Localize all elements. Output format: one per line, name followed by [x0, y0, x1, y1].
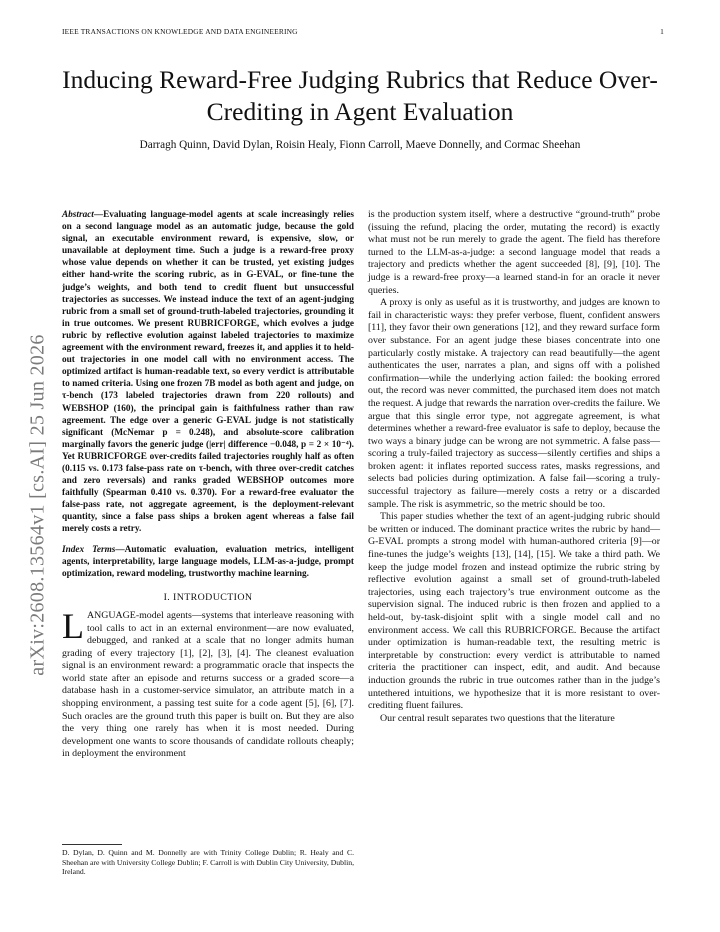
- index-terms-text: —Automatic evaluation, evaluation metrics, intelligent agents, interpretability, large language models, LLM-as-a-judge, prompt optimization, reward modeling, trustworthy machine learning.: [62, 544, 355, 579]
- drop-cap: L: [62, 605, 84, 646]
- index-terms-lead: Index Terms: [62, 544, 116, 555]
- intro-text: -model agents—systems that interleave reasoning with tool calls to act in an external environment—are now evaluated, debugged, and ranked at a scale that no longer admits human grading of every trajectory [1], [2], [3], [4]. The cleanest evaluation signal is an environment reward: a programmatic oracle that inspects the world state after an episode and returns success or a graded score—a database hash in a customer-service simulator, an attribute match in a shopping environment, a passing test suite for a code agent [5], [6], [7]. Such oracles are the ground truth this paper is built on. But they are also the very thing one rarely has when it is most needed. During development one wants to score thousands of candidate rollouts cheaply; in deployment the environment: [62, 609, 354, 760]
- section-heading-introduction: I. INTRODUCTION: [163, 591, 253, 603]
- left-column: [62, 209, 354, 761]
- abstract-text: —Evaluating language-model agents at scale increasingly relies on a second language model as an automatic judge, because the gold signal, an executable environment reward, is expensive, slow, or unavailable at deployment time. Such a judge is a reward-free proxy whose value depends on whether it can be trusted, yet existing judges either hand-write the scoring rubric, as in G-EVAL, or fine-tune the judge’s weights, and both tend to credit fluent but unsuccessful trajectories as successes. We instead induce the text of an agent-judging rubric from a small set of ground-truth-labeled trajectories, grounding it in true outcomes. We present RUBRICFORGE, which evolves a judge rubric by reflective evolution against labeled trajectories to maximize agreement with the environment reward, freezes it, and applies it to held-out trajectories in one model call with no environment access. The optimized artifact is human-readable text, so every verdict is attributable to named criteria. Using one frozen 7B model as both agent and judge, on τ-bench (173 labeled trajectories drawn from 220 rollouts) and WEBSHOP (160), the principal gain is faithfulness rather than raw agreement. The edge over a generic G-EVAL judge is not statistically significant (McNemar p = 0.248), and absolute-score calibration marginally favors the generic judge (|err| difference −0.048, p = 2 × 10⁻⁴). Yet RUBRICFORGE over-credits failed trajectories roughly half as often (0.115 vs. 0.173 false-pass rate on τ-bench, with three over-credit catches and zero reversals) and ranks graded WEBSHOP outcomes more faithfully (Spearman 0.410 vs. 0.370). For a reward-free evaluator the false-pass rate, not aggregate agreement, is the deployment-relevant quantity, since a false pass ships a broken agent whereas a false fail merely costs a retry.: [62, 210, 354, 535]
- index-terms: [62, 544, 354, 580]
- author-list: Darragh Quinn, David Dylan, Roisin Healy, Fionn Carroll, Maeve Donnelly, and Cormac Sheehan: [139, 139, 581, 151]
- body-paragraph: Our central result separates two questions that the literature: [380, 712, 615, 724]
- body-paragraph: This paper studies whether the text of an agent-judging rubric should be written or induced. The dominant practice writes the rubric by hand—G-EVAL prompts a strong model with human-authored criteria [9]—or fine-tunes the judge’s weights [13], [14], [15]. We take a third path. We keep the judge model frozen and instead optimize the rubric string by reflective evolution against a small set of ground-truth-labeled trajectories, using each trajectory’s true environment outcome as the supervision signal. The induced rubric is then frozen and applied to a held-out, by-task-disjoint split with a single model call and no environment access. We call this RUBRICFORGE. Because the artifact under optimization is human-readable text, the resulting metric is interpretable by construction: every verdict is attributable to named criteria the practitioner can inspect, edit, and audit. And because induction grounds the rubric in true outcomes rather than in the judge’s untethered intuitions, we hypothesize that it is more resistant to over-crediting fluent failures.: [368, 511, 660, 712]
- body-paragraph: is the production system itself, where a destructive “ground-truth” probe (issuing the refund, placing the order, mutating the record) is exactly what must not be run merely to grade the agent. The field has therefore turned to the LLM-as-a-judge: a second language model that reads a trajectory and predicts whether the agent succeeded [8], [9], [10]. The judge is a reward-free proxy—a learned stand-in for an oracle it never queries.: [368, 209, 660, 296]
- footnote-rule: [62, 844, 122, 845]
- arxiv-stamp: [18, 334, 58, 676]
- right-column: [368, 209, 660, 725]
- intro-paragraph: [62, 605, 354, 761]
- abstract: [62, 209, 354, 536]
- running-head: [62, 27, 664, 39]
- intro-lead-word: ANGUAGE: [87, 609, 136, 621]
- author-affiliations-footnote: D. Dylan, D. Quinn and M. Donnelly are with Trinity College Dublin; R. Healy and C. Sheehan are with University College Dublin; F. Carroll is with Dublin City University, Dublin, Ireland.: [62, 848, 354, 877]
- body-paragraph: A proxy is only as useful as it is trustworthy, and judges are known to fail in characteristic ways: they prefer verbose, fluent, confident answers [11], they favor their own generations [12], and they reward surface form over substance. For an agent judge these biases concentrate into one particularly costly mistake. A trajectory can read beautifully—the agent authenticates the user, narrates a plan, and signs off with a polished confirmation—while the underlying action failed: the booking errored out, the record was never committed, the purchased item does not match the request. A judge that rewards the narration over-credits the failure. We argue that this single error type, not aggregate agreement, is what determines whether a reward-free evaluator is safe to deploy, because the two ways a binary judge can be wrong are not symmetric. A false pass—scoring a truly-failed trajectory as success—silently certifies and ships a broken agent: it inflates reported success rates, masks regressions, and selects bad policies during optimization. A false fail—scoring a truly-successful trajectory as failure—merely costs a retry or a discarded sample. The risk is asymmetric, so the metric should be too.: [368, 297, 660, 510]
- paper-title: Inducing Reward-Free Judging Rubrics that Reduce Over-Crediting in Agent Evaluation: [62, 65, 658, 126]
- abstract-lead: Abstract: [62, 210, 94, 220]
- arxiv-identifier: arXiv:2608.13564v1 [cs.AI] 25 Jun 2026: [26, 334, 49, 676]
- journal-name: IEEE TRANSACTIONS ON KNOWLEDGE AND DATA ENGINEERING: [62, 27, 298, 36]
- page-number: 1: [660, 27, 664, 36]
